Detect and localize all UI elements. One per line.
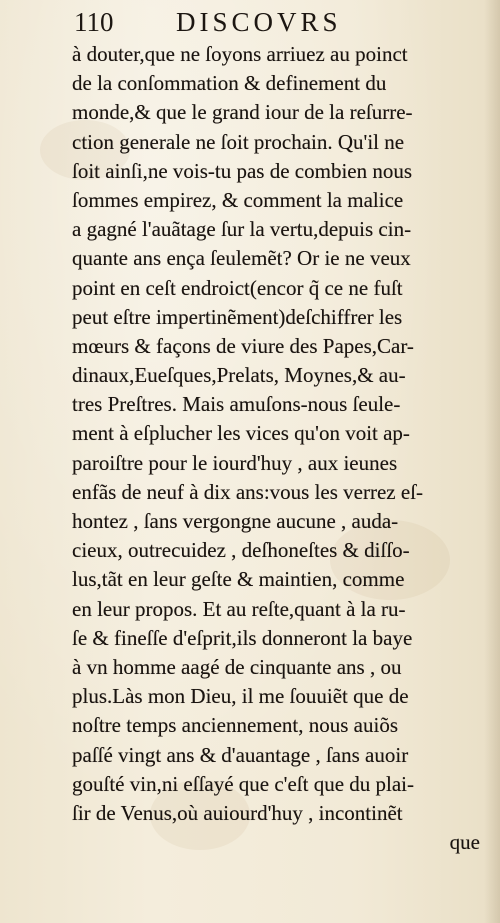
text-line: ſir de Venus,où auiourd'huy , incontinẽt bbox=[72, 800, 403, 825]
text-line: gouſté vin,ni eſſayé que c'eſt que du plai- bbox=[72, 771, 415, 796]
page-gutter-shadow bbox=[484, 0, 500, 923]
text-line: monde,& que le grand iour de la reſurre- bbox=[72, 100, 413, 125]
text-line: plus.Làs mon Dieu, il me ſouuiẽt que de bbox=[72, 684, 409, 709]
text-line: ſe & fineſſe d'eſprit,ils donneront la baye bbox=[72, 625, 413, 650]
text-line: a gagné l'auãtage ſur la vertu,depuis cin- bbox=[72, 217, 412, 242]
text-line: paroiſtre pour le iourd'huy , aux ieunes bbox=[72, 450, 398, 475]
text-line: ction generale ne ſoit prochain. Qu'il ne bbox=[72, 129, 405, 154]
text-line: de la conſommation & definement du bbox=[72, 71, 387, 96]
text-line: à douter,que ne ſoyons arriuez au poinct bbox=[72, 42, 408, 66]
text-line: à vn homme aagé de cinquante ans , ou bbox=[72, 654, 402, 679]
text-line: mœurs & façons de viure des Papes,Car- bbox=[72, 333, 414, 358]
page-number: 110 bbox=[74, 7, 114, 37]
text-line: paſſé vingt ans & d'auantage , ſans auoir bbox=[72, 742, 409, 767]
text-line: en leur propos. Et au reſte,quant à la ru- bbox=[72, 596, 406, 621]
text-line: hontez , ſans vergongne aucune , auda- bbox=[72, 509, 399, 533]
text-line: tres Preſtres. Mais amuſons-nous ſeule- bbox=[72, 392, 401, 417]
text-line: noſtre temps anciennement, nous auiõs bbox=[72, 713, 399, 738]
text-line: peut eſtre impertinẽment)deſchiffrer les bbox=[72, 304, 403, 329]
body-text bbox=[72, 40, 486, 857]
text-line: point en ceſt endroict(encor q̃ ce ne fuſt bbox=[72, 275, 403, 300]
text-line: quante ans ença ſeulemẽt? Or ie ne veux bbox=[72, 246, 411, 271]
text-line: cieux, outrecuidez , deſhoneſtes & diſſo- bbox=[72, 538, 410, 563]
catchword: que bbox=[449, 830, 480, 855]
text-line: ſommes empirez, & comment la malice bbox=[72, 187, 404, 212]
text-line: dinaux,Eueſques,Prelats, Moynes,& au- bbox=[72, 363, 406, 388]
text-line: enfãs de neuf à dix ans:vous les verrez eſ- bbox=[72, 479, 424, 504]
text-line: ſoit ainſi,ne vois-tu pas de combien nous bbox=[72, 158, 413, 183]
text-line: ment à eſplucher les vices qu'on voit ap- bbox=[72, 421, 410, 446]
text-line: lus,tãt en leur geſte & maintien, comme bbox=[72, 567, 405, 592]
page-header bbox=[74, 4, 494, 40]
running-head: DISCOVRS bbox=[176, 7, 342, 37]
